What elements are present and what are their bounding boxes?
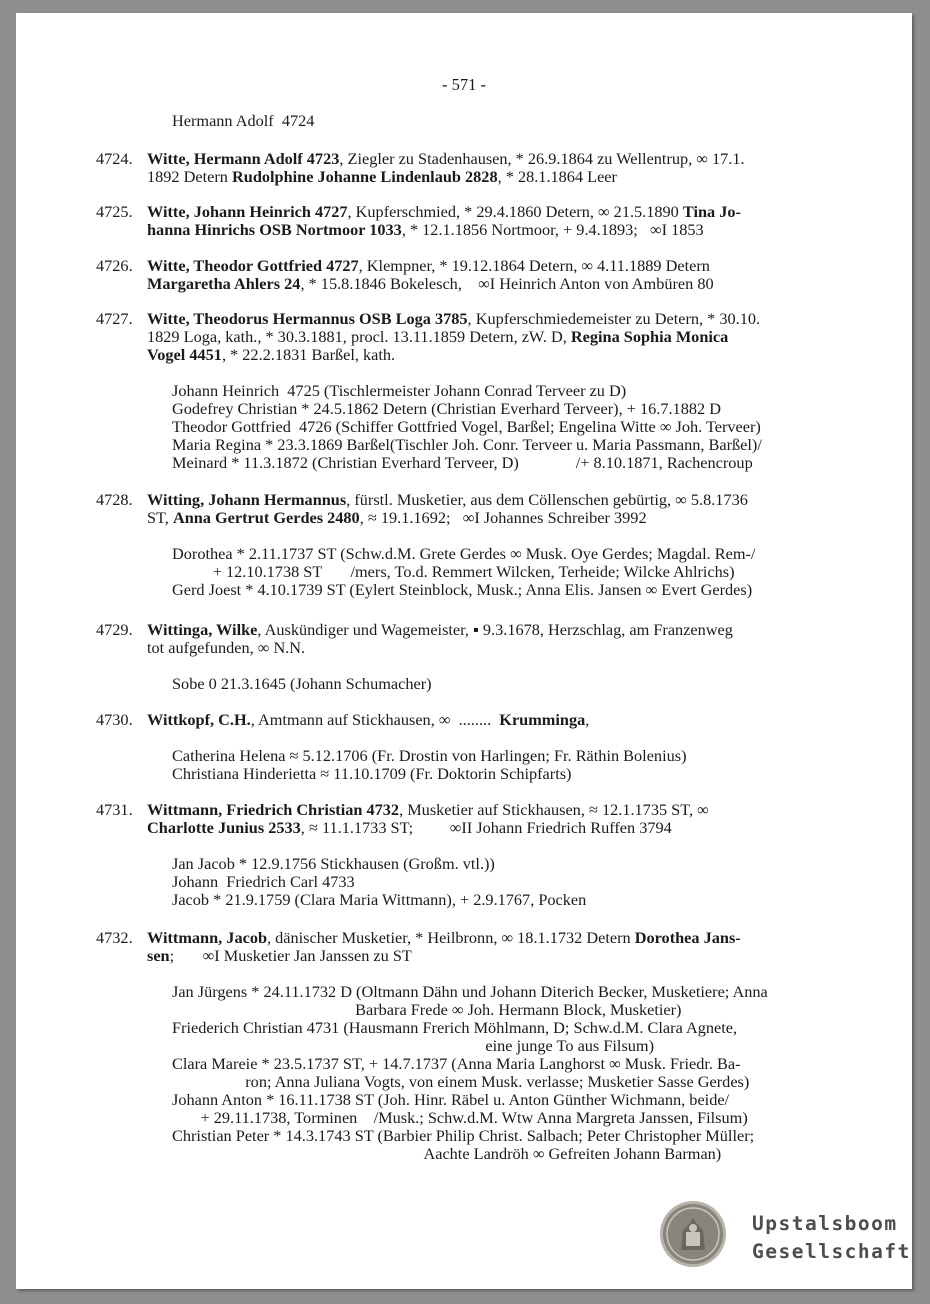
child-line: Johann Anton * 16.11.1738 ST (Joh. Hinr. Räbel u. Anton Günther Wichmann, beide/ (172, 1090, 730, 1109)
entry-text-line (147, 929, 741, 947)
person-name: Krumminga (499, 710, 586, 729)
child-line: Sobe 0 21.3.1645 (Johann Schumacher) (172, 674, 432, 693)
child-line: Dorothea * 2.11.1737 ST (Schw.d.M. Grete Gerdes ∞ Musk. Oye Gerdes; Magdal. Rem-/ (172, 544, 756, 563)
person-name: Charlotte Junius 2533 (147, 818, 301, 837)
child-line: Gerd Joest * 4.10.1739 ST (Eylert Steinblock, Musk.; Anna Elis. Jansen ∞ Evert Gerdes) (172, 580, 753, 599)
child-line: Jan Jacob * 12.9.1756 Stickhausen (Großm. vtl.)) (172, 854, 495, 873)
person-name: hanna Hinrichs OSB Nortmoor 1033 (147, 220, 402, 239)
carry-over-line: Hermann Adolf 4724 (172, 111, 315, 130)
child-line: Jan Jürgens * 24.11.1732 D (Oltmann Dähn und Johann Diterich Becker, Musketiere; Anna (172, 982, 768, 1001)
entry-text-line (147, 801, 709, 819)
logo-line-1: Upstalsboom (752, 1212, 898, 1235)
entry-text-line (147, 150, 745, 168)
entry-text: , fürstl. Musketier, aus dem Cöllenschen gebürtig, ∞ 5.8.1736 (346, 490, 748, 509)
entry-text: , * 12.1.1856 Nortmoor, + 9.4.1893; ∞I 1853 (401, 220, 704, 239)
entry-text: , Auskündiger und Wagemeister, ▪ 9.3.1678, Herzschlag, am Franzenweg (257, 620, 733, 639)
entry-number: 4726. (96, 256, 133, 275)
entry-text-line (147, 168, 617, 186)
child-line: Maria Regina * 23.3.1869 Barßel(Tischler Joh. Conr. Terveer u. Maria Passmann, Barßel)/ (172, 435, 762, 454)
entry-text-line (147, 491, 748, 509)
entry-text: , Musketier auf Stickhausen, ≈ 12.1.1735 ST, ∞ (399, 800, 709, 819)
child-line: Jacob * 21.9.1759 (Clara Maria Wittmann), + 2.9.1767, Pocken (172, 890, 587, 909)
child-line: Theodor Gottfried 4726 (Schiffer Gottfried Vogel, Barßel; Engelina Witte ∞ Joh. Terveer) (172, 417, 761, 436)
entry-text-line (147, 328, 728, 346)
entry-text-line (147, 203, 741, 221)
entry-text: tot aufgefunden, ∞ N.N. (147, 638, 306, 657)
entry-text-line (147, 947, 412, 965)
entry-text: , Amtmann auf Stickhausen, ∞ ........ (250, 710, 500, 729)
entry-number: 4729. (96, 620, 133, 639)
entry-text-line (147, 819, 672, 837)
page-number: - 571 - (442, 75, 486, 94)
entry-text: , * 15.8.1846 Bokelesch, ∞I Heinrich Anton von Ambüren 80 (300, 274, 714, 293)
person-name: Wittinga, Wilke (147, 620, 258, 639)
person-name: Regina Sophia Monica (570, 327, 729, 346)
entry-text-line (147, 221, 704, 239)
entry-number: 4732. (96, 928, 133, 947)
entry-text: , Klempner, * 19.12.1864 Detern, ∞ 4.11.1889 Detern (358, 256, 710, 275)
child-line: Johann Heinrich 4725 (Tischlermeister Johann Conrad Terveer zu D) (172, 381, 627, 400)
entry-text: , dänischer Musketier, * Heilbronn, ∞ 18.1.1732 Detern (267, 928, 635, 947)
child-line: ron; Anna Juliana Vogts, von einem Musk. verlasse; Musketier Sasse Gerdes) (172, 1072, 750, 1091)
person-name: Witte, Theodorus Hermannus OSB Loga 3785 (147, 309, 468, 328)
child-line: + 12.10.1738 ST /mers, To.d. Remmert Wilcken, Terheide; Wilcke Ahlrichs) (172, 562, 735, 581)
person-name: Vogel 4451 (147, 345, 222, 364)
child-line: Catherina Helena ≈ 5.12.1706 (Fr. Drostin von Harlingen; Fr. Räthin Bolenius) (172, 746, 687, 765)
person-name: Wittkopf, C.H. (147, 710, 251, 729)
entry-text-line (147, 621, 733, 639)
logo-line-2: Gesellschaft (752, 1240, 911, 1263)
entry-text: 1829 Loga, kath., * 30.3.1881, procl. 13.11.1859 Detern, zW. D, (147, 327, 571, 346)
entry-text-line (147, 509, 647, 527)
person-name: sen (147, 946, 170, 965)
document-page (16, 13, 912, 1289)
entry-text: 1892 Detern (147, 167, 232, 186)
entry-text-line (147, 711, 589, 729)
entry-text: , * 28.1.1864 Leer (497, 167, 617, 186)
child-line: Meinard * 11.3.1872 (Christian Everhard Terveer, D) /+ 8.10.1871, Rachencroup (172, 453, 753, 472)
entry-text: , Ziegler zu Stadenhausen, * 26.9.1864 zu Wellentrup, ∞ 17.1. (339, 149, 745, 168)
entry-text: , ≈ 11.1.1733 ST; ∞II Johann Friedrich Ruffen 3794 (300, 818, 672, 837)
entry-number: 4731. (96, 800, 133, 819)
entry-number: 4727. (96, 309, 133, 328)
person-name: Witte, Hermann Adolf 4723 (147, 149, 340, 168)
person-name: Dorothea Jans- (634, 928, 741, 947)
entry-text: , Kupferschmied, * 29.4.1860 Detern, ∞ 21.5.1890 (347, 202, 683, 221)
child-line: Godefrey Christian * 24.5.1862 Detern (Christian Everhard Terveer), + 16.7.1882 D (172, 399, 721, 418)
person-name: Witting, Johann Hermannus (147, 490, 347, 509)
person-name: Anna Gertrut Gerdes 2480 (172, 508, 360, 527)
entry-number: 4728. (96, 490, 133, 509)
entry-text: , * 22.2.1831 Barßel, kath. (221, 345, 396, 364)
child-line: Christian Peter * 14.3.1743 ST (Barbier Philip Christ. Salbach; Peter Christopher Müller; (172, 1126, 755, 1145)
entry-text-line (147, 275, 714, 293)
entry-text-line (147, 257, 710, 275)
entry-text-line (147, 310, 760, 328)
entry-number: 4730. (96, 710, 133, 729)
person-name: Margaretha Ahlers 24 (147, 274, 301, 293)
child-line: + 29.11.1738, Torminen /Musk.; Schw.d.M. Wtw Anna Margreta Janssen, Filsum) (172, 1108, 748, 1127)
entry-number: 4724. (96, 149, 133, 168)
child-line: Clara Mareie * 23.5.1737 ST, + 14.7.1737 (Anna Maria Langhorst ∞ Musk. Friedr. Ba- (172, 1054, 741, 1073)
child-line: Christiana Hinderietta ≈ 11.10.1709 (Fr. Doktorin Schipfarts) (172, 764, 572, 783)
entry-text: , ≈ 19.1.1692; ∞I Johannes Schreiber 3992 (359, 508, 647, 527)
entry-text-line (147, 346, 395, 364)
person-name: Witte, Johann Heinrich 4727 (147, 202, 348, 221)
entry-text: ST, (147, 508, 173, 527)
person-name: Rudolphine Johanne Lindenlaub 2828 (232, 167, 498, 186)
person-name: Tina Jo- (682, 202, 741, 221)
child-line: Barbara Frede ∞ Joh. Hermann Block, Musketier) (172, 1000, 682, 1019)
child-line: Aachte Landröh ∞ Gefreiten Johann Barman) (172, 1144, 722, 1163)
entry-text: , (585, 710, 590, 729)
person-name: Witte, Theodor Gottfried 4727 (147, 256, 359, 275)
child-line: Johann Friedrich Carl 4733 (172, 872, 355, 891)
person-name: Wittmann, Friedrich Christian 4732 (147, 800, 400, 819)
entry-number: 4725. (96, 202, 133, 221)
entry-text: , Kupferschmiedemeister zu Detern, * 30.10. (467, 309, 761, 328)
entry-text-line (147, 639, 305, 657)
seal-logo-icon (659, 1200, 727, 1268)
person-name: Wittmann, Jacob (147, 928, 268, 947)
child-line: Friederich Christian 4731 (Hausmann Frerich Möhlmann, D; Schw.d.M. Clara Agnete, (172, 1018, 738, 1037)
entry-text: ; ∞I Musketier Jan Janssen zu ST (169, 946, 412, 965)
child-line: eine junge To aus Filsum) (172, 1036, 655, 1055)
